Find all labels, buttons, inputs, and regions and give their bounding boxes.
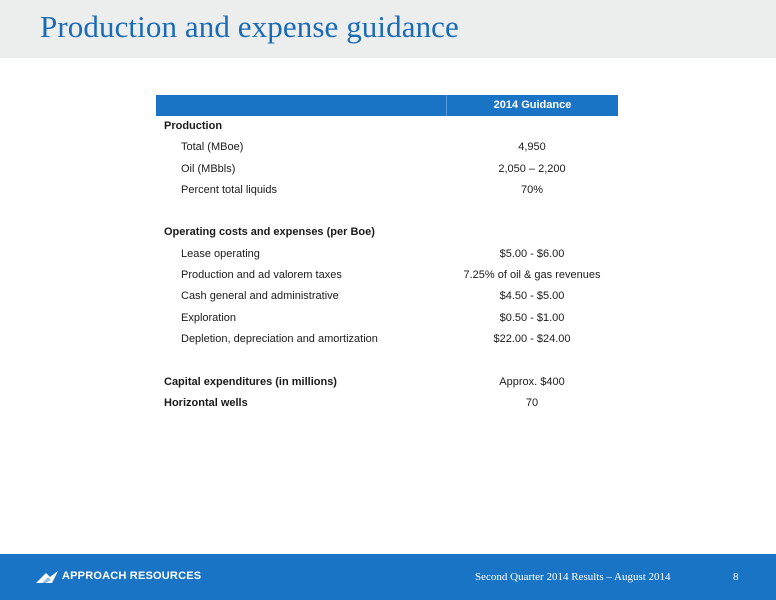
row-value: $5.00 - $6.00 [499, 247, 565, 260]
company-logo-text: APPROACH RESOURCES [62, 570, 202, 582]
table-header-row [156, 95, 618, 116]
row-value: 2,050 – 2,200 [498, 162, 566, 175]
row-value: 70 [525, 396, 539, 409]
row-value: 70% [520, 183, 544, 196]
page-title: Production and expense guidance [40, 9, 459, 44]
table-row [156, 116, 618, 137]
table-row [156, 393, 618, 414]
row-label: Exploration [181, 311, 237, 324]
row-label: Total (MBoe) [181, 141, 244, 154]
row-label-horizontal-wells: Horizontal wells [164, 396, 248, 409]
row-value: $0.50 - $1.00 [499, 311, 565, 324]
page-number: 8 [733, 571, 739, 583]
mountain-logo-icon [36, 571, 58, 583]
table-row [156, 265, 618, 286]
row-spacer [156, 201, 618, 222]
row-value: Approx. $400 [499, 375, 565, 388]
footer-caption: Second Quarter 2014 Results – August 2014 [475, 571, 671, 583]
row-value: 7.25% of oil & gas revenues [463, 269, 601, 282]
row-value: 4,950 [518, 141, 546, 154]
table-row [156, 222, 618, 243]
section-label-operating-costs: Operating costs and expenses (per Boe) [164, 226, 375, 239]
footer-band [0, 554, 776, 600]
row-spacer [156, 350, 618, 371]
row-label: Percent total liquids [181, 183, 277, 196]
row-label: Depletion, depreciation and amortization [181, 332, 378, 345]
row-label: Cash general and administrative [181, 290, 339, 303]
header-band [0, 0, 776, 58]
row-value: $4.50 - $5.00 [499, 290, 565, 303]
column-header-2014-guidance: 2014 Guidance [446, 95, 618, 116]
row-label-capital-expenditures: Capital expenditures (in millions) [164, 375, 337, 388]
guidance-table [156, 95, 618, 414]
table-row [156, 137, 618, 158]
table-row [156, 159, 618, 180]
row-label: Production and ad valorem taxes [181, 269, 342, 282]
table-row [156, 180, 618, 201]
table-row [156, 244, 618, 265]
row-label: Oil (MBbls) [181, 162, 236, 175]
row-value: $22.00 - $24.00 [493, 332, 571, 345]
row-label: Lease operating [181, 247, 260, 260]
table-row [156, 372, 618, 393]
table-row [156, 308, 618, 329]
table-row [156, 329, 618, 350]
section-label-production: Production [164, 120, 223, 132]
table-row [156, 286, 618, 307]
